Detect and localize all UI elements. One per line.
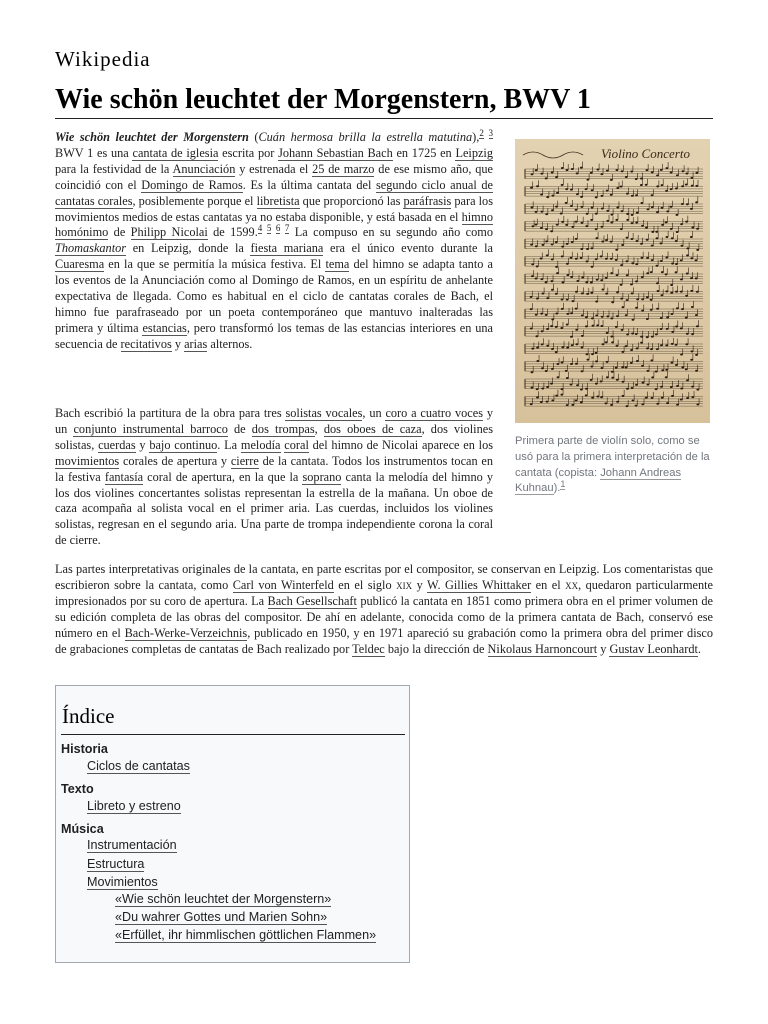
wikipedia-logo[interactable]: Wikipedia — [55, 47, 151, 71]
link-leipzig[interactable]: Leipzig — [455, 145, 493, 160]
figure-caption: Primera parte de violín solo, como se usó para la primera interpretación de la cantata (copista: Johann Andreas Kuhnau).$^1$ — [515, 435, 710, 495]
link-parafrasis[interactable]: paráfrasis — [403, 193, 452, 208]
manuscript-header: Violino Concerto — [601, 146, 690, 161]
link-anunciacion[interactable]: Anunciación — [172, 161, 236, 176]
toc-item[interactable]: «Wie schön leuchtet der Morgenstern» — [115, 892, 332, 906]
link-cuerdas[interactable]: cuerdas — [98, 437, 136, 452]
link-cuaresma[interactable]: Cuaresma — [55, 257, 105, 272]
link-trompas[interactable]: dos trompas — [251, 421, 315, 436]
toc-item[interactable]: Ciclos de cantatas — [87, 759, 190, 773]
toc-item[interactable]: Música — [61, 822, 104, 836]
intro-paragraph: Wie schön leuchtet der Morgenstern (Cuán hermosa brilla la estrella matutina),$^2$ $^3$ BWV 1 es una cantata de iglesia escrita por Johann Sebastian Bach en 1725 en Leipzig para la festividad de la Anunciación y estrenada el 25 de marzo de ese mismo año, que coincidió con el Domingo de Ramos. Es la última cantata del segundo ciclo anual de cantatas corales, posiblemente porque el libretista que proporcionó las paráfrasis para los movimientos medios de estas cantatas ya no estaba disponible, y está basada en el himno homónimo de Philipp Nicolai de 1599.$^4$ $^5$ $^6$ $^7$ La compuso en su segundo año como Thomaskantor en Leipzig, donde la fiesta mariana era el único evento durante la Cuaresma en la que se permitía la música festiva. El tema del himno se adapta tanto a los eventos de la Anunciación como al Domingo de Ramos, en un espíritu de anhelante expectativa de llegada. Como es habitual en el ciclo de cantatas corales de Bach, el himno fue parafraseado por un poeta contemporáneo que mantuvo inalteradas las primera y última estancias, pero transformó los temas de las estancias interiores en una secuencia de recitativos y arias alternos. — [55, 127, 494, 351]
link-thomaskantor[interactable]: Thomaskantor — [55, 241, 127, 256]
toc-item[interactable]: Historia — [61, 742, 108, 756]
toc-item[interactable]: «Erfüllet, ihr himmlischen göttlichen Flammen» — [115, 928, 377, 942]
toc-item[interactable]: Instrumentación — [87, 838, 177, 852]
link-tema[interactable]: tema — [325, 257, 350, 272]
link-homonimo[interactable]: homónimo — [55, 225, 109, 240]
title-divider — [55, 118, 713, 119]
history-paragraph: Las partes interpretativas originales de la cantata, en parte escritas por el compositor, se conservan en Leipzig. Los comentaristas que escribieron sobre la cantata, como Carl von Winterfeld en el siglo xix y W. Gillies Whittaker en el xx, quedaron particularmente impresionados por su coro de apertura. La Bach Gesellschaft publicó la cantata en 1851 como primera obra en el primer volumen de su edición completa de las obras del compositor. De ahí en adelante, conocida como de la primera cantata de Bach, conservó ese número en el Bach-Werke-Verzeichnis, publicado en 1950, y en 1971 apareció su grabación como la primera obra del primer disco de grabaciones completas de cantatas de Bach realizado por Teldec bajo la dirección de Nikolaus Harnoncourt y Gustav Leonhardt. — [55, 562, 714, 656]
link-melodia[interactable]: melodía — [240, 437, 281, 452]
link-movimientos[interactable]: movimientos — [55, 453, 120, 468]
link-recitativos[interactable]: recitativos — [120, 336, 172, 351]
link-himno[interactable]: himno — [461, 209, 493, 224]
ref-3[interactable]: 3 — [488, 127, 494, 138]
link-coral[interactable]: coral — [284, 437, 309, 452]
link-leonhardt[interactable]: Gustav Leonhardt — [609, 641, 698, 656]
link-oboes-caza[interactable]: dos oboes de caza — [323, 421, 422, 436]
link-libretista[interactable]: libretista — [256, 193, 300, 208]
link-conjunto-barroco[interactable]: conjunto instrumental barroco — [73, 421, 228, 436]
toc-item[interactable]: Estructura — [87, 857, 145, 871]
link-bach[interactable]: Johann Sebastian Bach — [278, 145, 393, 160]
toc-item[interactable]: Movimientos — [87, 875, 158, 889]
table-of-contents — [55, 685, 410, 963]
link-harnoncourt[interactable]: Nikolaus Harnoncourt — [487, 641, 598, 656]
link-coro[interactable]: coro a cuatro voces — [385, 406, 483, 420]
ref-7[interactable]: 7 — [284, 223, 290, 234]
link-cantata-de-iglesia[interactable]: cantata de iglesia — [132, 145, 219, 160]
link-bajo-continuo[interactable]: bajo continuo — [149, 437, 218, 452]
link-fiesta-mariana[interactable]: fiesta mariana — [250, 241, 324, 256]
link-bwv[interactable]: Bach-Werke-Verzeichnis — [124, 625, 248, 640]
link-bach-gesellschaft[interactable]: Bach Gesellschaft — [267, 593, 357, 608]
toc-item[interactable]: «Du wahrer Gottes und Marien Sohn» — [115, 910, 328, 924]
toc-item[interactable]: Libreto y estreno — [87, 799, 181, 813]
link-cierre[interactable]: cierre — [230, 453, 259, 468]
link-25-marzo[interactable]: 25 de marzo — [312, 161, 375, 176]
caption-ref[interactable]: 1 — [560, 478, 566, 489]
link-winterfeld[interactable]: Carl von Winterfeld — [232, 577, 334, 592]
page-title: Wie schön leuchtet der Morgenstern, BWV 1 — [55, 84, 591, 115]
toc-title: Índice — [62, 704, 115, 728]
manuscript-scribble — [523, 152, 583, 158]
link-domingo-ramos[interactable]: Domingo de Ramos — [141, 177, 243, 192]
link-whittaker[interactable]: W. Gillies Whittaker — [426, 577, 532, 592]
link-segundo-ciclo[interactable]: segundo ciclo anual de cantatas corales — [55, 177, 493, 208]
ref-5[interactable]: 5 — [266, 223, 272, 234]
link-fantasia[interactable]: fantasía — [104, 469, 144, 484]
link-estancias[interactable]: estancias — [142, 320, 187, 335]
manuscript-drawing — [515, 139, 710, 423]
ref-4[interactable]: 4 — [257, 223, 263, 234]
link-arias[interactable]: arias — [184, 336, 208, 351]
link-solistas-vocales[interactable]: solistas vocales — [285, 406, 363, 420]
scoring-paragraph: Bach escribió la partitura de la obra para tres solistas vocales, un coro a cuatro voces y un conjunto instrumental barroco de dos trompas, dos oboes de caza, dos violines solistas, cuerdas y bajo continuo. La melodía coral del himno de Nicolai aparece en los movimientos corales de apertura y cierre de la cantata. Todos los instrumentos tocan en la festiva fantasía coral de apertura, en la que la soprano canta la melodía del himno y los dos violines concertantes solistas representan la estrella de la mañana. Un oboe de caza acompaña al solista vocal en el primer aria. Las cuerdas, incluidos los violines solistas, regresan en el segundo aria. Una parte de trompa independiente corona la coral de cierre. — [55, 406, 494, 548]
link-teldec[interactable]: Teldec — [352, 641, 385, 656]
toc-divider — [61, 734, 405, 735]
ref-6[interactable]: 6 — [275, 223, 281, 234]
manuscript-image[interactable] — [515, 139, 710, 423]
ref-2[interactable]: 2 — [479, 127, 484, 138]
link-kuhnau[interactable]: Johann Andreas Kuhnau — [515, 466, 682, 495]
manuscript-figure — [515, 139, 710, 497]
link-philipp-nicolai[interactable]: Philipp Nicolai — [130, 225, 208, 240]
toc-item[interactable]: Texto — [61, 782, 94, 796]
link-soprano[interactable]: soprano — [302, 469, 342, 484]
